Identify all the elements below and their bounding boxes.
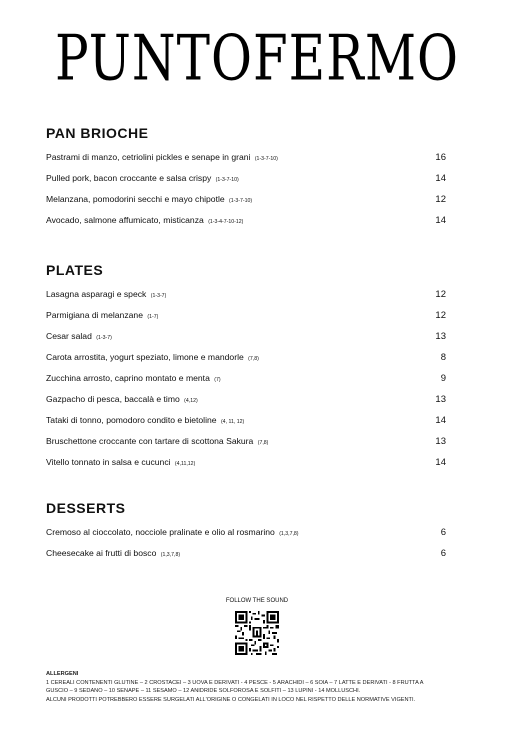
- item-price: 6: [440, 548, 446, 559]
- item-allergens: (7,8): [248, 356, 259, 362]
- menu-item: [46, 452, 446, 473]
- item-allergens: (1-3-7-10): [215, 177, 239, 183]
- item-allergens: (1,3,7,8): [279, 531, 299, 537]
- item-price: 16: [435, 152, 446, 163]
- qr-code-icon[interactable]: [235, 611, 279, 655]
- item-allergens: (4,12): [184, 398, 198, 404]
- item-price: 14: [435, 415, 446, 426]
- menu-item: [46, 284, 446, 305]
- section-desserts: [46, 500, 446, 564]
- item-name: Melanzana, pomodorini secchi e mayo chipotle: [46, 194, 225, 204]
- item-price: 13: [435, 436, 446, 447]
- section-pan-brioche: [46, 125, 446, 231]
- item-name: Vitello tonnato in salsa e cucunci: [46, 457, 171, 467]
- item-allergens: (1-3-7-10): [229, 198, 253, 204]
- item-allergens: (4, 11, 12): [220, 419, 245, 425]
- item-allergens: (1-3-4-7-10-12): [208, 219, 244, 225]
- menu-item: [46, 189, 446, 210]
- allergen-legend: [46, 670, 476, 704]
- item-price: 12: [435, 194, 446, 205]
- item-name: Pastrami di manzo, cetriolini pickles e senape in grani: [46, 152, 251, 162]
- section-plates: [46, 262, 446, 473]
- item-name: Lasagna asparagi e speck: [46, 289, 147, 299]
- allergen-note: ALCUNI PRODOTTI POTREBBERO ESSERE SURGELATI ALL'ORIGINE O CONGELATI IN LOCO NEL RISPETTO DELLE NORMATIVE VIGENTI.: [46, 696, 416, 703]
- item-allergens: (1-3-7-10): [254, 156, 278, 162]
- item-name: Carota arrostita, yogurt speziato, limone e mandorle: [46, 352, 244, 362]
- follow-the-sound-label: FOLLOW THE SOUND: [225, 598, 289, 604]
- menu-item: [46, 305, 446, 326]
- item-allergens: (1-3-7): [150, 293, 167, 299]
- menu-item: [46, 210, 446, 231]
- item-name: Zucchina arrosto, caprino montato e menta: [46, 373, 210, 383]
- section-title: PLATES: [46, 262, 104, 278]
- item-allergens: (1-3-7): [96, 335, 112, 341]
- item-price: 12: [435, 289, 446, 300]
- item-price: 8: [440, 352, 446, 363]
- item-name: Pulled pork, bacon croccante e salsa crispy: [46, 173, 212, 183]
- item-price: 13: [435, 394, 446, 405]
- menu-item: [46, 168, 446, 189]
- item-name: Bruschettone croccante con tartare di scottona Sakura: [46, 436, 254, 446]
- item-name: Gazpacho di pesca, baccalà e timo: [46, 394, 180, 404]
- item-name: Avocado, salmone affumicato, misticanza: [46, 215, 204, 225]
- menu-item: [46, 326, 446, 347]
- menu-item: [46, 347, 446, 368]
- item-allergens: (4,11,12): [174, 461, 196, 467]
- item-name: Cheesecake ai frutti di bosco: [46, 548, 157, 558]
- allergen-line: 1 CEREALI CONTENENTI GLUTINE – 2 CROSTACEI – 3 UOVA E DERIVATI - 4 PESCE - 5 ARACHIDI – 6 SOIA – 7 LATTE E DERIVATI - 8 FRUTTA A: [46, 679, 424, 686]
- item-name: Cremoso al cioccolato, nocciole pralinate e olio al rosmarino: [46, 527, 275, 537]
- item-name: Parmigiana di melanzane: [46, 310, 143, 320]
- allergen-title: ALLERGENI: [46, 671, 79, 677]
- allergen-line: GUSCIO – 9 SEDANO – 10 SENAPE – 11 SESAMO – 12 ANIDRIDE SOLFOROSA E SOLFITI – 13 LUPINI - 14 MOLLUSCHI.: [46, 688, 361, 695]
- item-price: 14: [435, 457, 446, 468]
- item-price: 14: [435, 215, 446, 226]
- menu-item: [46, 389, 446, 410]
- item-name: Tataki di tonno, pomodoro condito e bietoline: [46, 415, 217, 425]
- menu-item: [46, 522, 446, 543]
- section-title: DESSERTS: [46, 500, 126, 516]
- item-allergens: (1-7): [147, 314, 159, 320]
- brand-logo: PUNTOFERMO: [54, 22, 460, 95]
- item-price: 13: [435, 331, 446, 342]
- item-price: 14: [435, 173, 446, 184]
- menu-item: [46, 543, 446, 564]
- section-title: PAN BRIOCHE: [46, 125, 149, 141]
- menu-item: [46, 431, 446, 452]
- item-price: 12: [435, 310, 446, 321]
- item-price: 6: [440, 527, 446, 538]
- item-allergens: (7,8): [257, 440, 269, 446]
- item-allergens: (1,3,7,8): [160, 552, 181, 558]
- item-name: Cesar salad: [46, 331, 92, 341]
- menu-item: [46, 147, 446, 168]
- menu-item: [46, 368, 446, 389]
- menu-item: [46, 410, 446, 431]
- item-price: 9: [440, 373, 446, 384]
- item-allergens: (7): [214, 377, 221, 383]
